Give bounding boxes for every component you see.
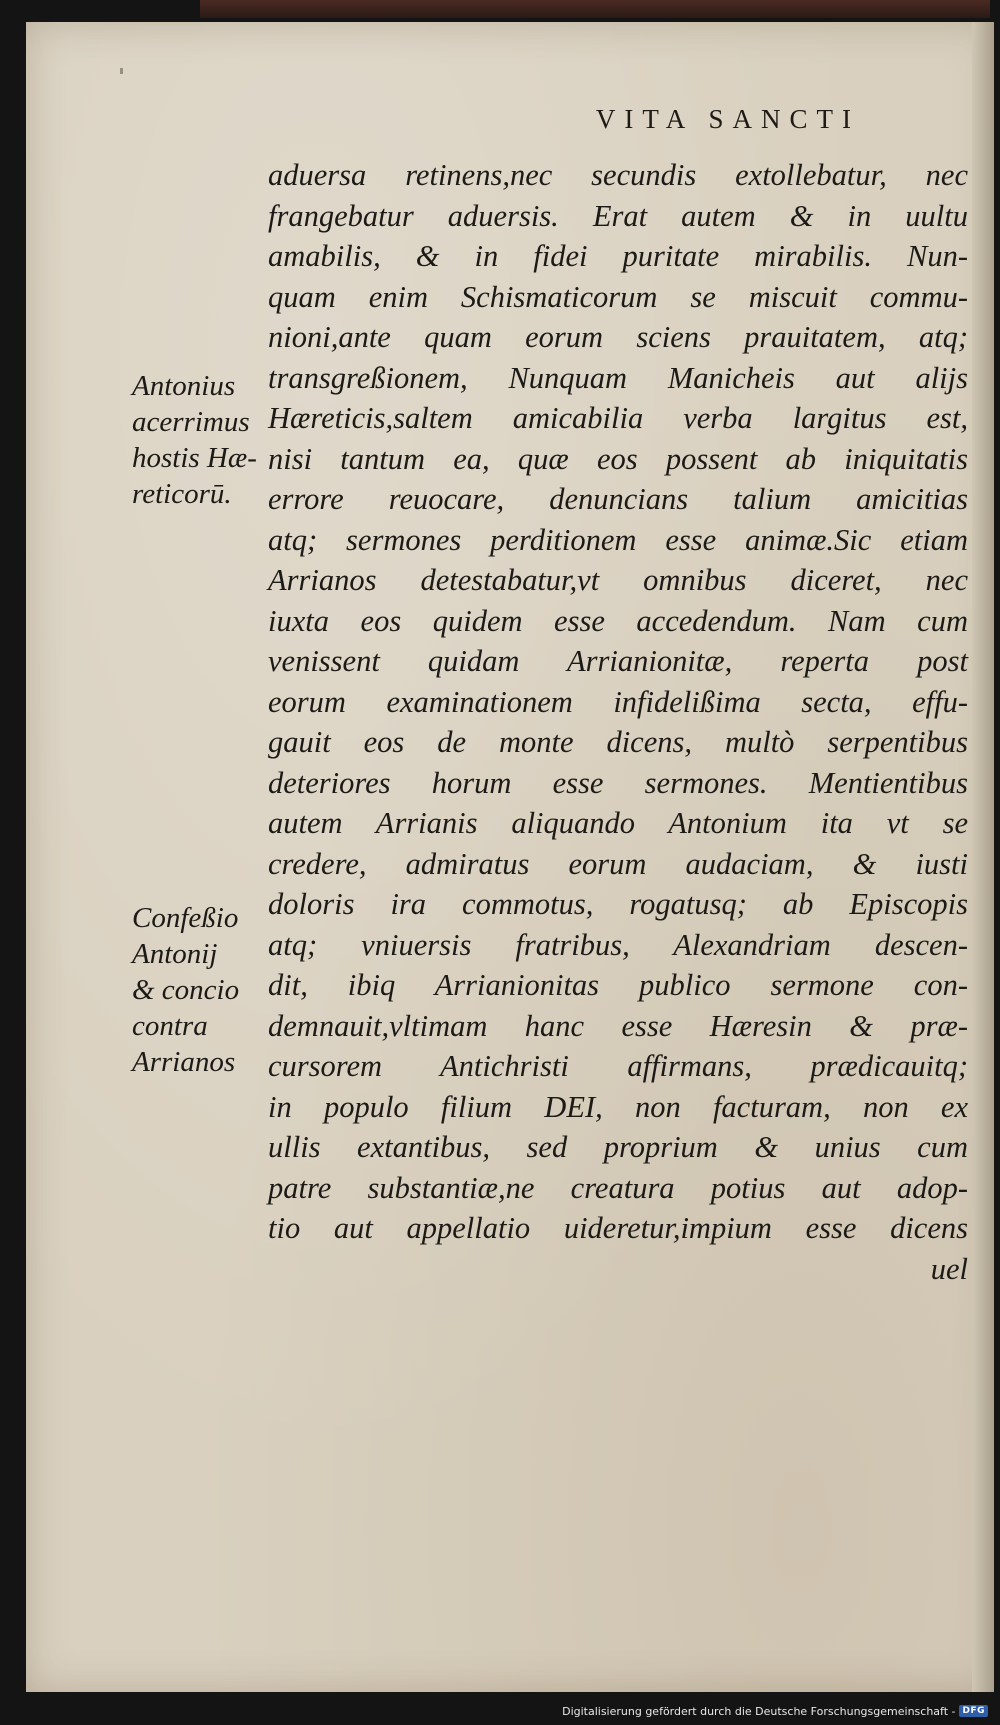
footer-credit-text: Digitalisierung gefördert durch die Deutsche Forschungsgemeinschaft - (562, 1704, 956, 1718)
text-line: autem Arrianis aliquando Antonium ita vt se (268, 806, 968, 840)
text-line: Hæreticis,saltem amicabilia verba largitus est, (268, 401, 968, 435)
text-line: doloris ira commotus, rogatusq; ab Episcopis (268, 887, 968, 921)
text-line: errore reuocare, denuncians talium amicitias (268, 482, 968, 516)
text-line: deteriores horum esse sermones. Mentientibus (268, 765, 968, 800)
text-line: atq; sermones perditionem esse animæ.Sic etiam (268, 522, 968, 557)
text-line: nioni,ante quam eorum sciens prauitatem, atq; (268, 320, 968, 354)
text-line: patre substantiæ,ne creatura potius aut adop- (268, 1170, 968, 1205)
text-line: in populo filium DEI, non facturam, non ex (268, 1089, 968, 1124)
text-line: credere, admiratus eorum audaciam, & iusti (268, 846, 968, 881)
text-line: dit, ibiq Arrianionitas publico sermone con- (268, 968, 968, 1002)
main-text-block (268, 155, 968, 1289)
marginal-note-line: Confeßio (132, 902, 239, 934)
text-line: demnauit,vltimam hanc esse Hæresin & præ- (268, 1008, 968, 1043)
text-line: cursorem Antichristi affirmans, prædicauitq; (268, 1049, 968, 1083)
marginal-note-line: contra (132, 1010, 208, 1042)
marginal-note-line: Antonij (132, 938, 218, 970)
marginal-note-confessio (132, 900, 272, 1080)
marginal-note-line: & concio (132, 974, 240, 1006)
text-line: iuxta eos quidem esse accedendum. Nam cum (268, 603, 968, 638)
text-line: atq; vniuersis fratribus, Alexandriam descen- (268, 927, 968, 962)
text-line: nisi tantum ea, quæ eos possent ab iniquitatis (268, 441, 968, 476)
running-head: VITA SANCTI (595, 104, 860, 134)
marginal-note-line: Arrianos (132, 1046, 236, 1078)
text-line: gauit eos de monte dicens, multò serpentibus (268, 725, 968, 759)
digitization-footer (562, 1701, 988, 1721)
text-line: frangebatur aduersis. Erat autem & in uultu (268, 198, 968, 233)
marginal-note-line: hostis Hæ- (132, 442, 257, 474)
text-line: aduersa retinens,nec secundis extollebatur, nec (268, 158, 968, 192)
text-line: ullis extantibus, sed proprium & unius cum (268, 1130, 968, 1164)
text-line: amabilis, & in fidei puritate mirabilis. Nun- (268, 239, 968, 273)
text-line: transgreßionem, Nunquam Manicheis aut alijs (268, 360, 968, 395)
text-line: tio aut appellatio uideretur,impium esse dicens (268, 1211, 968, 1245)
marginal-note-antonius (132, 368, 272, 512)
marginal-note-line: reticorū. (132, 478, 232, 510)
text-line: venissent quidam Arrianionitæ, reperta post (268, 644, 968, 678)
marginal-note-line: acerrimus (132, 406, 250, 438)
page-speck (120, 68, 123, 74)
dfg-logo: DFG (959, 1705, 988, 1717)
book-top-edge (200, 0, 990, 18)
page-gutter-edge (972, 22, 994, 1692)
catchword: uel (930, 1251, 968, 1286)
text-line: Arrianos detestabatur,vt omnibus diceret, nec (268, 563, 968, 597)
text-line: quam enim Schismaticorum se miscuit commu- (268, 279, 968, 314)
text-line: eorum examinationem infidelißima secta, effu- (268, 684, 968, 719)
marginal-note-line: Antonius (132, 370, 236, 402)
